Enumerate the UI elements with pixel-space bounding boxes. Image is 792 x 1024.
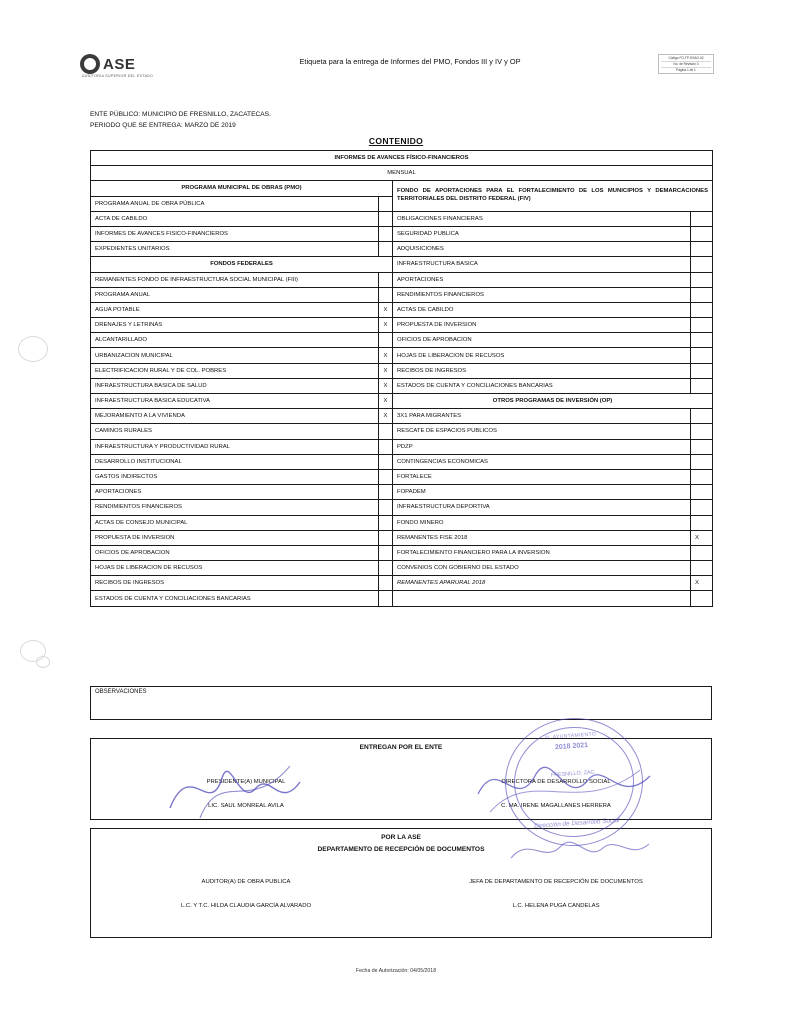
row-label-right: REMANENTES APARURAL 2018 [393,576,691,591]
row-check-left[interactable] [379,561,393,576]
row-label-right: PDZP [393,439,691,454]
row-label-left: REMANENTES FONDO DE INFRAESTRUCTURA SOCIAL MUNICIPAL (FIII) [91,272,379,287]
row-label-left: ALCANTARILLADO [91,333,379,348]
row-label-left: ELECTRIFICACION RURAL Y DE COL. POBRES [91,363,379,378]
signature-role: DIRECTORA DE DESARROLLO SOCIAL [501,779,611,785]
table-row [91,257,713,272]
row-label-right: FORTALECE [393,469,691,484]
row-label-right: RECIBOS DE INGRESOS [393,363,691,378]
row-check-left[interactable] [379,242,393,257]
row-label-left: RENDIMIENTOS FINANCIEROS [91,500,379,515]
header-code-line-2: No. de Revisión 0 [661,62,711,68]
table-row [91,409,713,424]
row-check-right[interactable] [691,409,713,424]
departamento-recepcion-title: DEPARTAMENTO DE RECEPCIÓN DE DOCUMENTOS [317,846,485,853]
periodo-line: PERIODO QUE SE ENTREGA: MARZO DE 2019 [90,121,236,129]
row-check-left[interactable] [379,272,393,287]
row-check-left[interactable] [379,196,393,211]
row-check-right[interactable] [691,348,713,363]
table-row [91,226,713,241]
row-label-left: MEJORAMIENTO A LA VIVIENDA [91,409,379,424]
table-row [91,515,713,530]
stamp-top-text: H. AYUNTAMIENTO [545,731,597,741]
table-row [91,378,713,393]
row-check-left[interactable] [379,591,393,606]
row-label-right: ACTAS DE CABILDO [393,302,691,317]
pmo-header: PROGRAMA MUNICIPAL DE OBRAS (PMO) [91,181,393,196]
row-check-left[interactable] [379,439,393,454]
row-check-right[interactable] [691,302,713,317]
row-label-right: CONTINGENCIAS ECONOMICAS [393,454,691,469]
row-label-right: INFRAESTRUCTURA DEPORTIVA [393,500,691,515]
row-check-left[interactable] [379,500,393,515]
section-header-right: OTROS PROGRAMAS DE INVERSIÓN (OP) [393,394,713,409]
table-title-row [91,151,713,166]
table-subtitle: MENSUAL [91,166,713,181]
row-label-right: FOPADEM [393,485,691,500]
stamp-body-text: FRESNILLO, ZAC. [550,769,597,779]
row-label-right: OBLIGACIONES FINANCIERAS [393,211,691,226]
row-check-left[interactable]: X [379,318,393,333]
row-label-left: ACTAS DE CONSEJO MUNICIPAL [91,515,379,530]
row-check-left[interactable] [379,530,393,545]
row-check-right[interactable] [691,545,713,560]
section-header-left: FONDOS FEDERALES [91,257,393,272]
table-row [91,302,713,317]
row-label-right: HOJAS DE LIBERACION DE RECUSOS [393,348,691,363]
table-row [91,272,713,287]
signature-jefa [401,879,711,909]
row-check-left[interactable]: X [379,409,393,424]
row-label-left: DESARROLLO INSTITUCIONAL [91,454,379,469]
signature-role: PRESIDENTE(A) MUNICIPAL [206,779,286,785]
row-label-right: PROPUESTA DE INVERSION [393,318,691,333]
row-check-right[interactable] [691,363,713,378]
row-check-left[interactable]: X [379,302,393,317]
scan-artifact [18,336,48,362]
header-code-line-3: Página 1 de 1 [676,67,696,72]
header-code-box [658,54,714,74]
table-row [91,530,713,545]
row-check-right[interactable] [691,318,713,333]
table-row [91,545,713,560]
signature-auditor [91,879,401,909]
row-label-left: CAMINOS RURALES [91,424,379,439]
row-check-left[interactable] [379,454,393,469]
row-check-left[interactable]: X [379,378,393,393]
row-label-left: PROGRAMA ANUAL DE OBRA PÚBLICA [91,196,379,211]
row-label-left: DRENAJES Y LETRINAS [91,318,379,333]
row-check-left[interactable] [379,226,393,241]
table-row [91,454,713,469]
row-label-left: EXPEDIENTES UNITARIOS [91,242,379,257]
table-row [91,363,713,378]
row-label-left: INFRAESTRUCTURA BASICA DE SALUD [91,378,379,393]
row-label-left: ESTADOS DE CUENTA Y CONCILIACIONES BANCARIAS [91,591,379,606]
row-label-left: GASTOS INDIRECTOS [91,469,379,484]
row-check-left[interactable] [379,287,393,302]
row-check-left[interactable] [379,485,393,500]
informes-table-body [91,151,713,607]
row-label-left: OFICIOS DE APROBACION [91,545,379,560]
table-row [91,424,713,439]
row-check-right[interactable] [691,454,713,469]
row-label-left: INFRAESTRUCTURA Y PRODUCTIVIDAD RURAL [91,439,379,454]
row-check-left[interactable] [379,333,393,348]
row-label-right: REMANENTES FISE 2018 [393,530,691,545]
row-label-right: OFICIOS DE APROBACION [393,333,691,348]
main-table-wrap [90,150,712,607]
signature-block-ase [90,828,712,938]
contenido-title: CONTENIDO [368,136,424,146]
por-la-ase-title: POR LA ASE [381,834,421,841]
entregan-por-el-ente-title: ENTREGAN POR EL ENTE [359,744,443,751]
table-row [91,576,713,591]
row-check-right[interactable] [691,257,713,272]
fiv-header: FONDO DE APORTACIONES PARA EL FORTALECIMIENTO DE LOS MUNICIPIOS Y DEMARCACIONES TERRITORIALES DEL DISTRITO FEDERAL (FIV) [393,181,713,211]
table-row [91,439,713,454]
table-row [91,211,713,226]
table-row [91,500,713,515]
row-label-left: URBANIZACION MUNICIPAL [91,348,379,363]
observaciones-box[interactable] [90,686,712,720]
row-label-right [393,591,691,606]
table-row [91,287,713,302]
stamp-bottom-text: Dirección de Desarrollo Social [533,816,620,830]
row-label-right: ESTADOS DE CUENTA Y CONCILIACIONES BANCARIAS [393,378,691,393]
row-label-left: APORTACIONES [91,485,379,500]
row-check-right[interactable] [691,500,713,515]
row-check-left[interactable] [379,469,393,484]
signature-name: L.C. Y T.C. HILDA CLAUDIA GARCÍA ALVARADO [180,903,312,909]
row-label-left: HOJAS DE LIBERACION DE RECUSOS [91,561,379,576]
row-label-right: ADQUISICIONES [393,242,691,257]
row-label-right: RENDIMIENTOS FINANCIEROS [393,287,691,302]
row-check-right[interactable] [691,485,713,500]
row-label-right: APORTACIONES [393,272,691,287]
row-check-left[interactable] [379,515,393,530]
row-label-left: INFORMES DE AVANCES FISICO-FINANCIEROS [91,226,379,241]
row-check-left[interactable]: X [379,394,393,409]
observaciones-section [90,686,712,720]
table-subtitle-row [91,166,713,181]
row-check-right[interactable] [691,226,713,241]
row-check-right[interactable] [691,242,713,257]
row-label-left: RECIBOS DE INGRESOS [91,576,379,591]
row-check-right[interactable] [691,439,713,454]
row-check-left[interactable]: X [379,348,393,363]
table-row [91,318,713,333]
row-check-right[interactable] [691,333,713,348]
ase-logo [80,54,135,74]
ase-logo-subtitle: AUDITORIA SUPERIOR DEL ESTADO [82,74,154,78]
row-check-right[interactable] [691,272,713,287]
row-label-right: 3X1 PARA MIGRANTES [393,409,691,424]
row-label-right: SEGURIDAD PUBLICA [393,226,691,241]
row-label-right: RESCATE DE ESPACIOS PUBLICOS [393,424,691,439]
document-header [0,24,792,78]
row-check-right[interactable] [691,591,713,606]
row-label-left: AGUA POTABLE [91,302,379,317]
row-check-right[interactable] [691,469,713,484]
row-label-left: PROGRAMA ANUAL [91,287,379,302]
table-row [91,348,713,363]
row-check-right[interactable]: X [691,530,713,545]
table-row [91,333,713,348]
row-check-left[interactable] [379,545,393,560]
signature-name: C. MA. IRENE MAGALLANES HERRERA [501,803,611,809]
table-header-row [91,181,713,196]
table-row [91,469,713,484]
table-row [91,485,713,500]
table-row [91,394,713,409]
signature-role: AUDITOR(A) DE OBRA PUBLICA [201,879,291,885]
row-check-right[interactable] [691,378,713,393]
row-label-right: FORTALECIMIENTO FINANCIERO PARA LA INVERSION [393,545,691,560]
ase-logo-text: ASE [103,55,136,73]
scan-artifact [36,656,50,668]
table-title: INFORMES DE AVANCES FÍSICO-FINANCIEROS [91,151,713,166]
row-check-right[interactable] [691,211,713,226]
row-label-left: INFRAESTRUCTURA BASICA EDUCATIVA [91,394,379,409]
header-code-line-1: Código FO-TP-SSAO-02 [661,56,711,62]
header-title: Etiqueta para la entrega de Informes del PMO, Fondos III y IV y OP [299,57,521,66]
row-check-left[interactable] [379,211,393,226]
ente-publico-line: ENTE PÚBLICO: MUNICIPIO DE FRESNILLO, ZACATECAS. [90,111,271,118]
document-footer: Fecha de Autorización: 04/05/2018 [355,968,437,974]
informes-table [90,150,713,607]
ase-logo-mark [80,54,100,74]
row-check-left[interactable]: X [379,363,393,378]
signature-presidente [91,779,401,809]
ente-info [90,110,271,132]
table-row [91,591,713,606]
row-check-right[interactable] [691,424,713,439]
row-check-right[interactable]: X [691,576,713,591]
row-check-right[interactable] [691,515,713,530]
row-label-right: FONDO MINERO [393,515,691,530]
row-check-left[interactable] [379,424,393,439]
row-check-right[interactable] [691,287,713,302]
row-label-right: CONVENIOS CON GOBIERNO DEL ESTADO [393,561,691,576]
stamp-years: 2018 2021 [554,741,589,752]
signature-name: LIC. SAUL MONREAL AVILA [208,803,284,809]
row-label-left: ACTA DE CABILDO [91,211,379,226]
table-row [91,561,713,576]
row-check-left[interactable] [379,576,393,591]
row-label-right: INFRAESTRUCTURA BASICA [393,257,691,272]
signature-name: L.C. HELENA PUGA CANDELAS [512,903,600,909]
observaciones-label: OBSERVACIONES [95,689,147,695]
table-row [91,242,713,257]
signature-role: JEFA DE DEPARTAMENTO DE RECEPCIÓN DE DOCUMENTOS [469,879,643,885]
row-check-right[interactable] [691,561,713,576]
row-label-left: PROPUESTA DE INVERSION [91,530,379,545]
